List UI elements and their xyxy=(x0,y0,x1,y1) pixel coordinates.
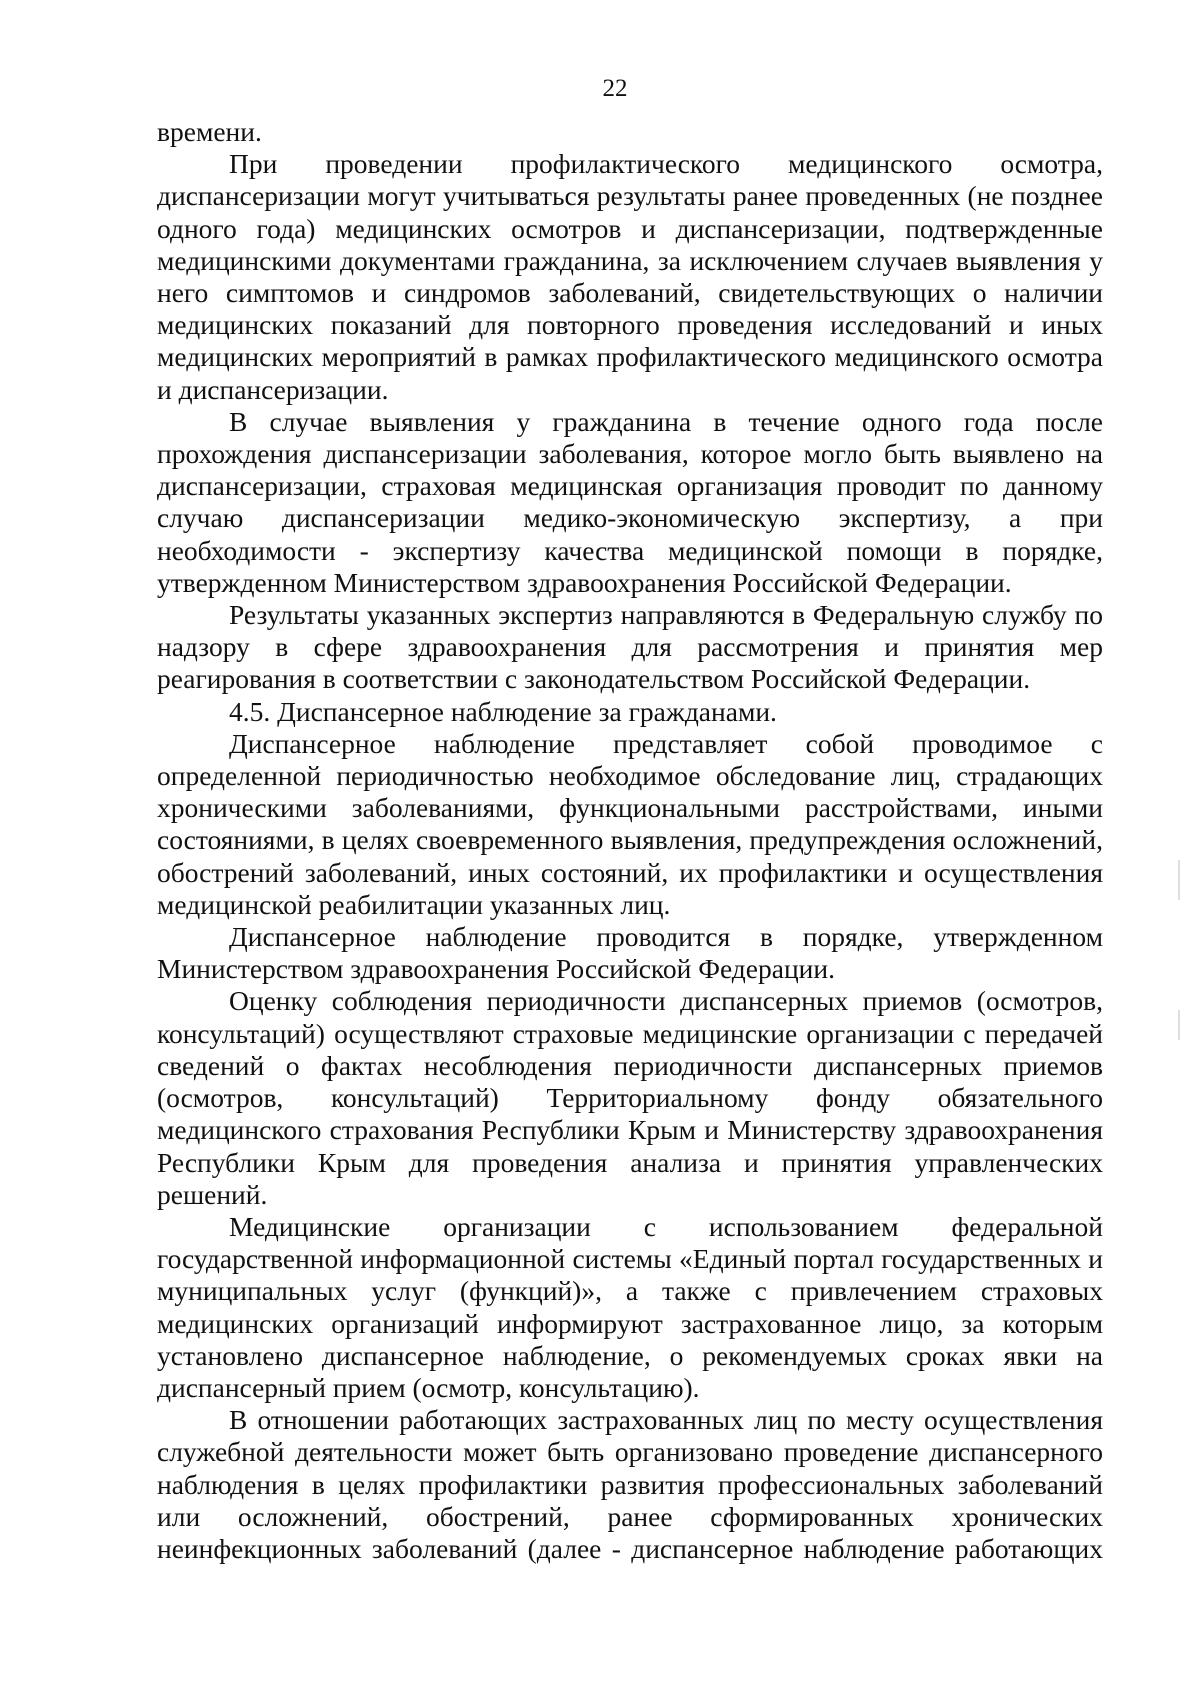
section-heading-4-5: 4.5. Диспансерное наблюдение за гражданами. xyxy=(229,695,777,727)
paragraph-disease-detection-expertise: В случае выявления у гражданина в течение одного года после прохождения диспансеризации заболевания, которое могло быть выявлено на диспансеризации, страховая медицинская организация проводит по данному случаю диспансеризации медико-экономическую экспертизу, а при необходимости - экспертизу качества медицинской помощи в порядке, утвержденном Министерством здравоохранения Российской Федерации. xyxy=(157,405,1103,598)
paragraph-continuation: времени. xyxy=(157,116,262,147)
scan-artifact xyxy=(1178,860,1180,900)
paragraph-working-insured: В отношении работающих застрахованных лиц по месту осуществления служебной деятельности может быть организовано проведение диспансерного наблюдения в целях профилактики развития профессиональных заболеваний или осложнений, обострений, ранее сформированных хронических неинфекционных заболеваний (далее - диспансерное наблюдение работающих xyxy=(157,1404,1103,1564)
paragraph-dispensary-definition: Диспансерное наблюдение представляет собой проводимое с определенной периодичностью необходимое обследование лиц, страдающих хроническими заболеваниями, функциональными расстройствами, иными состояниями, в целях своевременного выявления, предупреждения осложнений, обострений заболеваний, иных состояний, их профилактики и осуществления медицинской реабилитации указанных лиц. xyxy=(157,727,1103,920)
paragraph-preventive-exam-results: При проведении профилактического медицинского осмотра, диспансеризации могут учитываться результаты ранее проведенных (не позднее одного года) медицинских осмотров и диспансеризации, подтвержденные медицинскими документами гражданина, за исключением случаев выявления у него симптомов и синдромов заболеваний, свидетельствующих о наличии медицинских показаний для повторного проведения исследований и иных медицинских мероприятий в рамках профилактического медицинского осмотра и диспансеризации. xyxy=(157,148,1103,405)
document-body xyxy=(157,116,1103,1565)
paragraph-dispensary-procedure: Диспансерное наблюдение проводится в порядке, утвержденном Министерством здравоохранения Российской Федерации. xyxy=(157,921,1103,985)
scan-artifact xyxy=(1178,1010,1180,1040)
paragraph-periodicity-assessment: Оценку соблюдения периодичности диспансерных приемов (осмотров, консультаций) осуществляют страховые медицинские организации с передачей сведений о фактах несоблюдения периодичности диспансерных приемов (осмотров, консультаций) Территориальному фонду обязательного медицинского страхования Республики Крым и Министерству здравоохранения Республики Крым для проведения анализа и принятия управленческих решений. xyxy=(157,985,1103,1210)
paragraph-expertise-results: Результаты указанных экспертиз направляются в Федеральную службу по надзору в сфере здравоохранения для рассмотрения и принятия мер реагирования в соответствии с законодательством Российской Федерации. xyxy=(157,599,1103,695)
page-number: 22 xyxy=(602,75,628,102)
paragraph-informing-insured: Медицинские организации с использованием федеральной государственной информационной системы «Единый портал государственных и муниципальных услуг (функций)», а также с привлечением страховых медицинских организаций информируют застрахованное лицо, за которым установлено диспансерное наблюдение, о рекомендуемых сроках явки на диспансерный прием (осмотр, консультацию). xyxy=(157,1210,1103,1403)
